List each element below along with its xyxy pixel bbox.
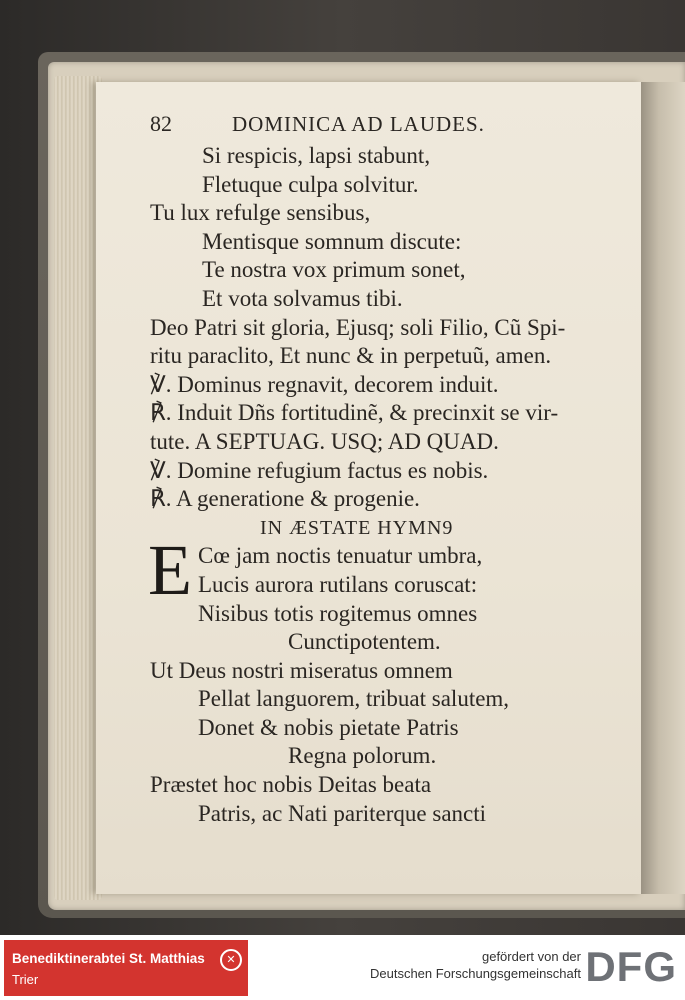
text-line: Deo Patri sit gloria, Ejusq; soli Filio, Cũ Spi- <box>150 314 566 340</box>
text-line: Et vota solvamus tibi. <box>202 285 403 311</box>
funded-by-label: gefördert von der <box>481 949 581 964</box>
text-line: Regna polorum. <box>288 743 437 769</box>
versicle-line: ℣. Domine refugium factus es nobis. <box>150 457 489 483</box>
versicle-line: ℣. Dominus regnavit, decorem induit. <box>150 371 499 397</box>
text-line: Te nostra vox primum sonet, <box>202 257 466 283</box>
response-line: ℟. A generatione & progenie. <box>150 486 420 512</box>
next-page-edge <box>641 82 685 894</box>
text-line: Mentisque somnum discute: <box>202 228 462 254</box>
page-number: 82 <box>150 111 172 136</box>
text-line: Lucis aurora rutilans coruscat: <box>198 571 478 597</box>
institution-city: Trier <box>12 972 39 987</box>
running-head: DOMINICA AD LAUDES. <box>232 112 485 136</box>
institution-name: Benediktinerabtei St. Matthias <box>12 951 205 966</box>
text-line: Nisibus totis rogitemus omnes <box>198 600 478 626</box>
funder-text <box>370 948 581 982</box>
hymn-opening <box>148 530 630 611</box>
text-line: Donet & nobis pietate Patris <box>198 714 459 740</box>
footer-bar <box>0 935 685 1000</box>
text-line: Cunctipotentem. <box>288 629 441 655</box>
page-text <box>150 108 630 828</box>
text-line: Tu lux refulge sensibus, <box>150 200 371 226</box>
dfg-logo: DFG <box>585 943 677 990</box>
text-line: ritu paraclito, Et nunc & in perpetuũ, amen. <box>150 343 552 369</box>
drop-cap: E <box>148 530 192 611</box>
text-line: Si respicis, lapsi stabunt, <box>202 143 431 168</box>
funder-name: Deutschen Forschungsgemeinschaft <box>369 966 581 981</box>
text-line: Præstet hoc nobis Deitas beata <box>150 772 432 798</box>
institution-badge <box>4 940 248 996</box>
text-line: Fletuque culpa solvitur. <box>202 171 419 197</box>
text-line: Pellat languorem, tribuat salutem, <box>198 686 510 712</box>
response-line: ℟. Induit Dñs fortitudinẽ, & precinxit se vir- <box>150 400 559 426</box>
text-line: Patris, ac Nati pariterque sancti <box>198 800 487 826</box>
text-line: tute. A SEPTUAG. USQ; AD QUAD. <box>150 428 499 454</box>
abbey-logo-icon: ✕ <box>220 949 242 971</box>
text-line: Ut Deus nostri miseratus omnem <box>150 657 453 683</box>
text-line: Cœ jam noctis tenuatur umbra, <box>198 543 483 569</box>
section-title: IN ÆSTATE HYMN9 <box>260 516 454 539</box>
page-header <box>150 108 630 142</box>
